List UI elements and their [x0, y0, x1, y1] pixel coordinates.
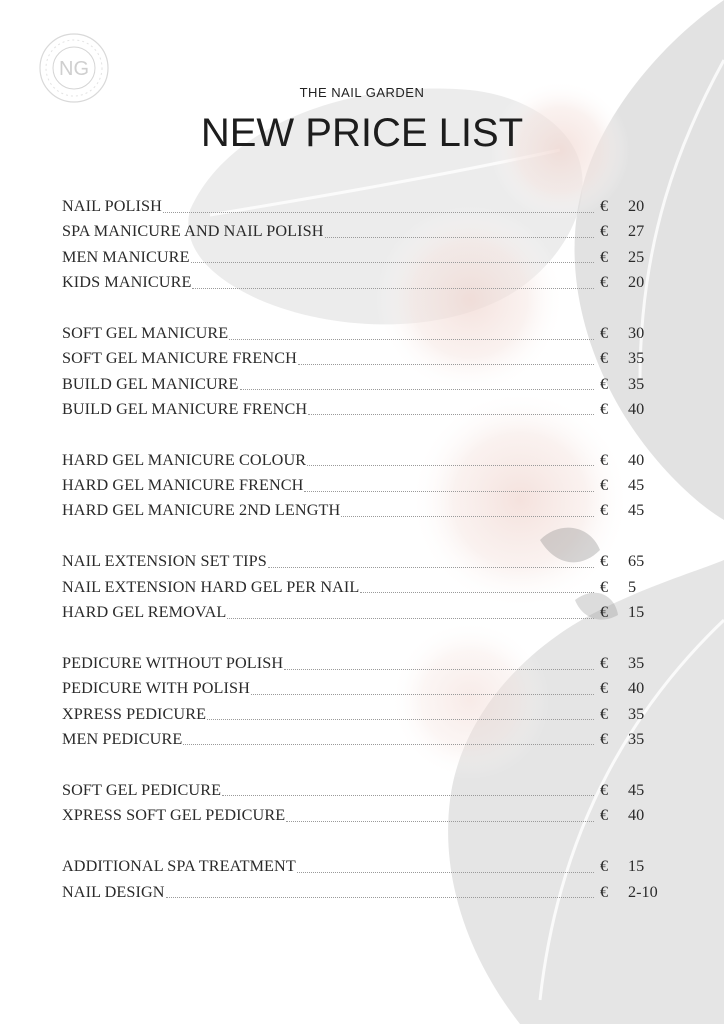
service-name: HARD GEL MANICURE FRENCH [62, 476, 304, 495]
currency-symbol: € [600, 603, 609, 622]
currency-symbol: € [600, 374, 609, 393]
service-price: 35 [628, 654, 645, 673]
price-row [62, 879, 662, 904]
dot-leader [191, 261, 594, 263]
currency-symbol: € [600, 780, 609, 799]
price-row [62, 549, 662, 574]
currency-symbol: € [600, 882, 609, 901]
currency-symbol: € [600, 197, 609, 216]
service-price: 15 [628, 857, 645, 876]
currency-symbol: € [600, 476, 609, 495]
currency-symbol: € [600, 247, 609, 266]
brand-name: THE NAIL GARDEN [299, 85, 425, 100]
price-row [62, 600, 662, 625]
service-name: BUILD GEL MANICURE FRENCH [62, 399, 308, 418]
dot-leader [229, 338, 594, 340]
dot-leader [227, 617, 594, 619]
service-price: 20 [628, 197, 645, 216]
price-row [62, 727, 662, 752]
service-name: NAIL POLISH [62, 197, 162, 216]
dot-leader [325, 236, 594, 238]
service-name: XPRESS SOFT GEL PEDICURE [62, 806, 286, 825]
price-group [62, 778, 662, 829]
service-price: 35 [628, 729, 645, 748]
price-row [62, 321, 662, 346]
service-price: 25 [628, 247, 645, 266]
service-name: HARD GEL MANICURE COLOUR [62, 450, 307, 469]
service-price: 30 [628, 324, 645, 343]
dot-leader [183, 743, 594, 745]
service-price: 45 [628, 476, 645, 495]
price-group [62, 549, 662, 625]
currency-symbol: € [600, 704, 609, 723]
service-name: BUILD GEL MANICURE [62, 374, 239, 393]
currency-symbol: € [600, 450, 609, 469]
service-price: 45 [628, 780, 645, 799]
service-name: HARD GEL REMOVAL [62, 603, 227, 622]
dot-leader [240, 388, 594, 390]
service-price: 15 [628, 603, 645, 622]
currency-symbol: € [600, 222, 609, 241]
dot-leader [163, 211, 594, 213]
dot-leader [307, 464, 594, 466]
service-price: 40 [628, 450, 645, 469]
service-price: 45 [628, 501, 645, 520]
price-row [62, 219, 662, 244]
service-price: 2-10 [628, 882, 658, 901]
service-price: 35 [628, 374, 645, 393]
price-group [62, 321, 662, 422]
price-row [62, 676, 662, 701]
price-row [62, 194, 662, 219]
currency-symbol: € [600, 679, 609, 698]
price-row [62, 651, 662, 676]
currency-symbol: € [600, 577, 609, 596]
service-name: ADDITIONAL SPA TREATMENT [62, 857, 296, 876]
currency-symbol: € [600, 349, 609, 368]
dot-leader [304, 490, 594, 492]
dot-leader [192, 287, 594, 289]
price-row [62, 245, 662, 270]
page-title: NEW PRICE LIST [200, 111, 524, 155]
service-name: PEDICURE WITHOUT POLISH [62, 654, 284, 673]
currency-symbol: € [600, 273, 609, 292]
price-group [62, 448, 662, 524]
service-price: 5 [628, 577, 637, 596]
currency-symbol: € [600, 857, 609, 876]
service-price: 27 [628, 222, 645, 241]
currency-symbol: € [600, 806, 609, 825]
price-group [62, 854, 662, 905]
service-name: NAIL EXTENSION SET TIPS [62, 552, 267, 571]
currency-symbol: € [600, 552, 609, 571]
price-row [62, 371, 662, 396]
service-name: SPA MANICURE AND NAIL POLISH [62, 222, 324, 241]
price-row [62, 270, 662, 295]
service-name: NAIL EXTENSION HARD GEL PER NAIL [62, 577, 360, 596]
service-price: 20 [628, 273, 645, 292]
service-name: SOFT GEL MANICURE [62, 324, 229, 343]
service-price: 35 [628, 704, 645, 723]
price-row [62, 803, 662, 828]
dot-leader [297, 871, 594, 873]
service-price: 40 [628, 679, 645, 698]
dot-leader [341, 515, 594, 517]
service-price: 35 [628, 349, 645, 368]
dot-leader [298, 363, 594, 365]
price-row [62, 473, 662, 498]
price-row [62, 778, 662, 803]
service-price: 40 [628, 806, 645, 825]
price-row [62, 575, 662, 600]
price-group [62, 194, 662, 295]
price-row [62, 448, 662, 473]
currency-symbol: € [600, 729, 609, 748]
service-name: MEN PEDICURE [62, 729, 183, 748]
dot-leader [268, 566, 594, 568]
dot-leader [308, 413, 594, 415]
service-price: 65 [628, 552, 645, 571]
price-row [62, 854, 662, 879]
service-name: NAIL DESIGN [62, 882, 165, 901]
logo-monogram: NG [59, 58, 89, 80]
page-header [0, 84, 724, 156]
service-name: SOFT GEL MANICURE FRENCH [62, 349, 297, 368]
dot-leader [251, 693, 594, 695]
dot-leader [207, 718, 594, 720]
dot-leader [284, 668, 594, 670]
dot-leader [166, 896, 594, 898]
currency-symbol: € [600, 324, 609, 343]
service-name: SOFT GEL PEDICURE [62, 780, 222, 799]
dot-leader [286, 820, 594, 822]
price-row [62, 346, 662, 371]
price-group [62, 651, 662, 752]
price-row [62, 702, 662, 727]
currency-symbol: € [600, 501, 609, 520]
service-name: KIDS MANICURE [62, 273, 192, 292]
price-row [62, 397, 662, 422]
currency-symbol: € [600, 399, 609, 418]
service-price: 40 [628, 399, 645, 418]
service-name: PEDICURE WITH POLISH [62, 679, 250, 698]
dot-leader [222, 794, 594, 796]
currency-symbol: € [600, 654, 609, 673]
service-name: HARD GEL MANICURE 2ND LENGTH [62, 501, 341, 520]
service-name: MEN MANICURE [62, 247, 190, 266]
service-name: XPRESS PEDICURE [62, 704, 207, 723]
price-row [62, 498, 662, 523]
price-list [62, 194, 662, 930]
dot-leader [360, 591, 594, 593]
